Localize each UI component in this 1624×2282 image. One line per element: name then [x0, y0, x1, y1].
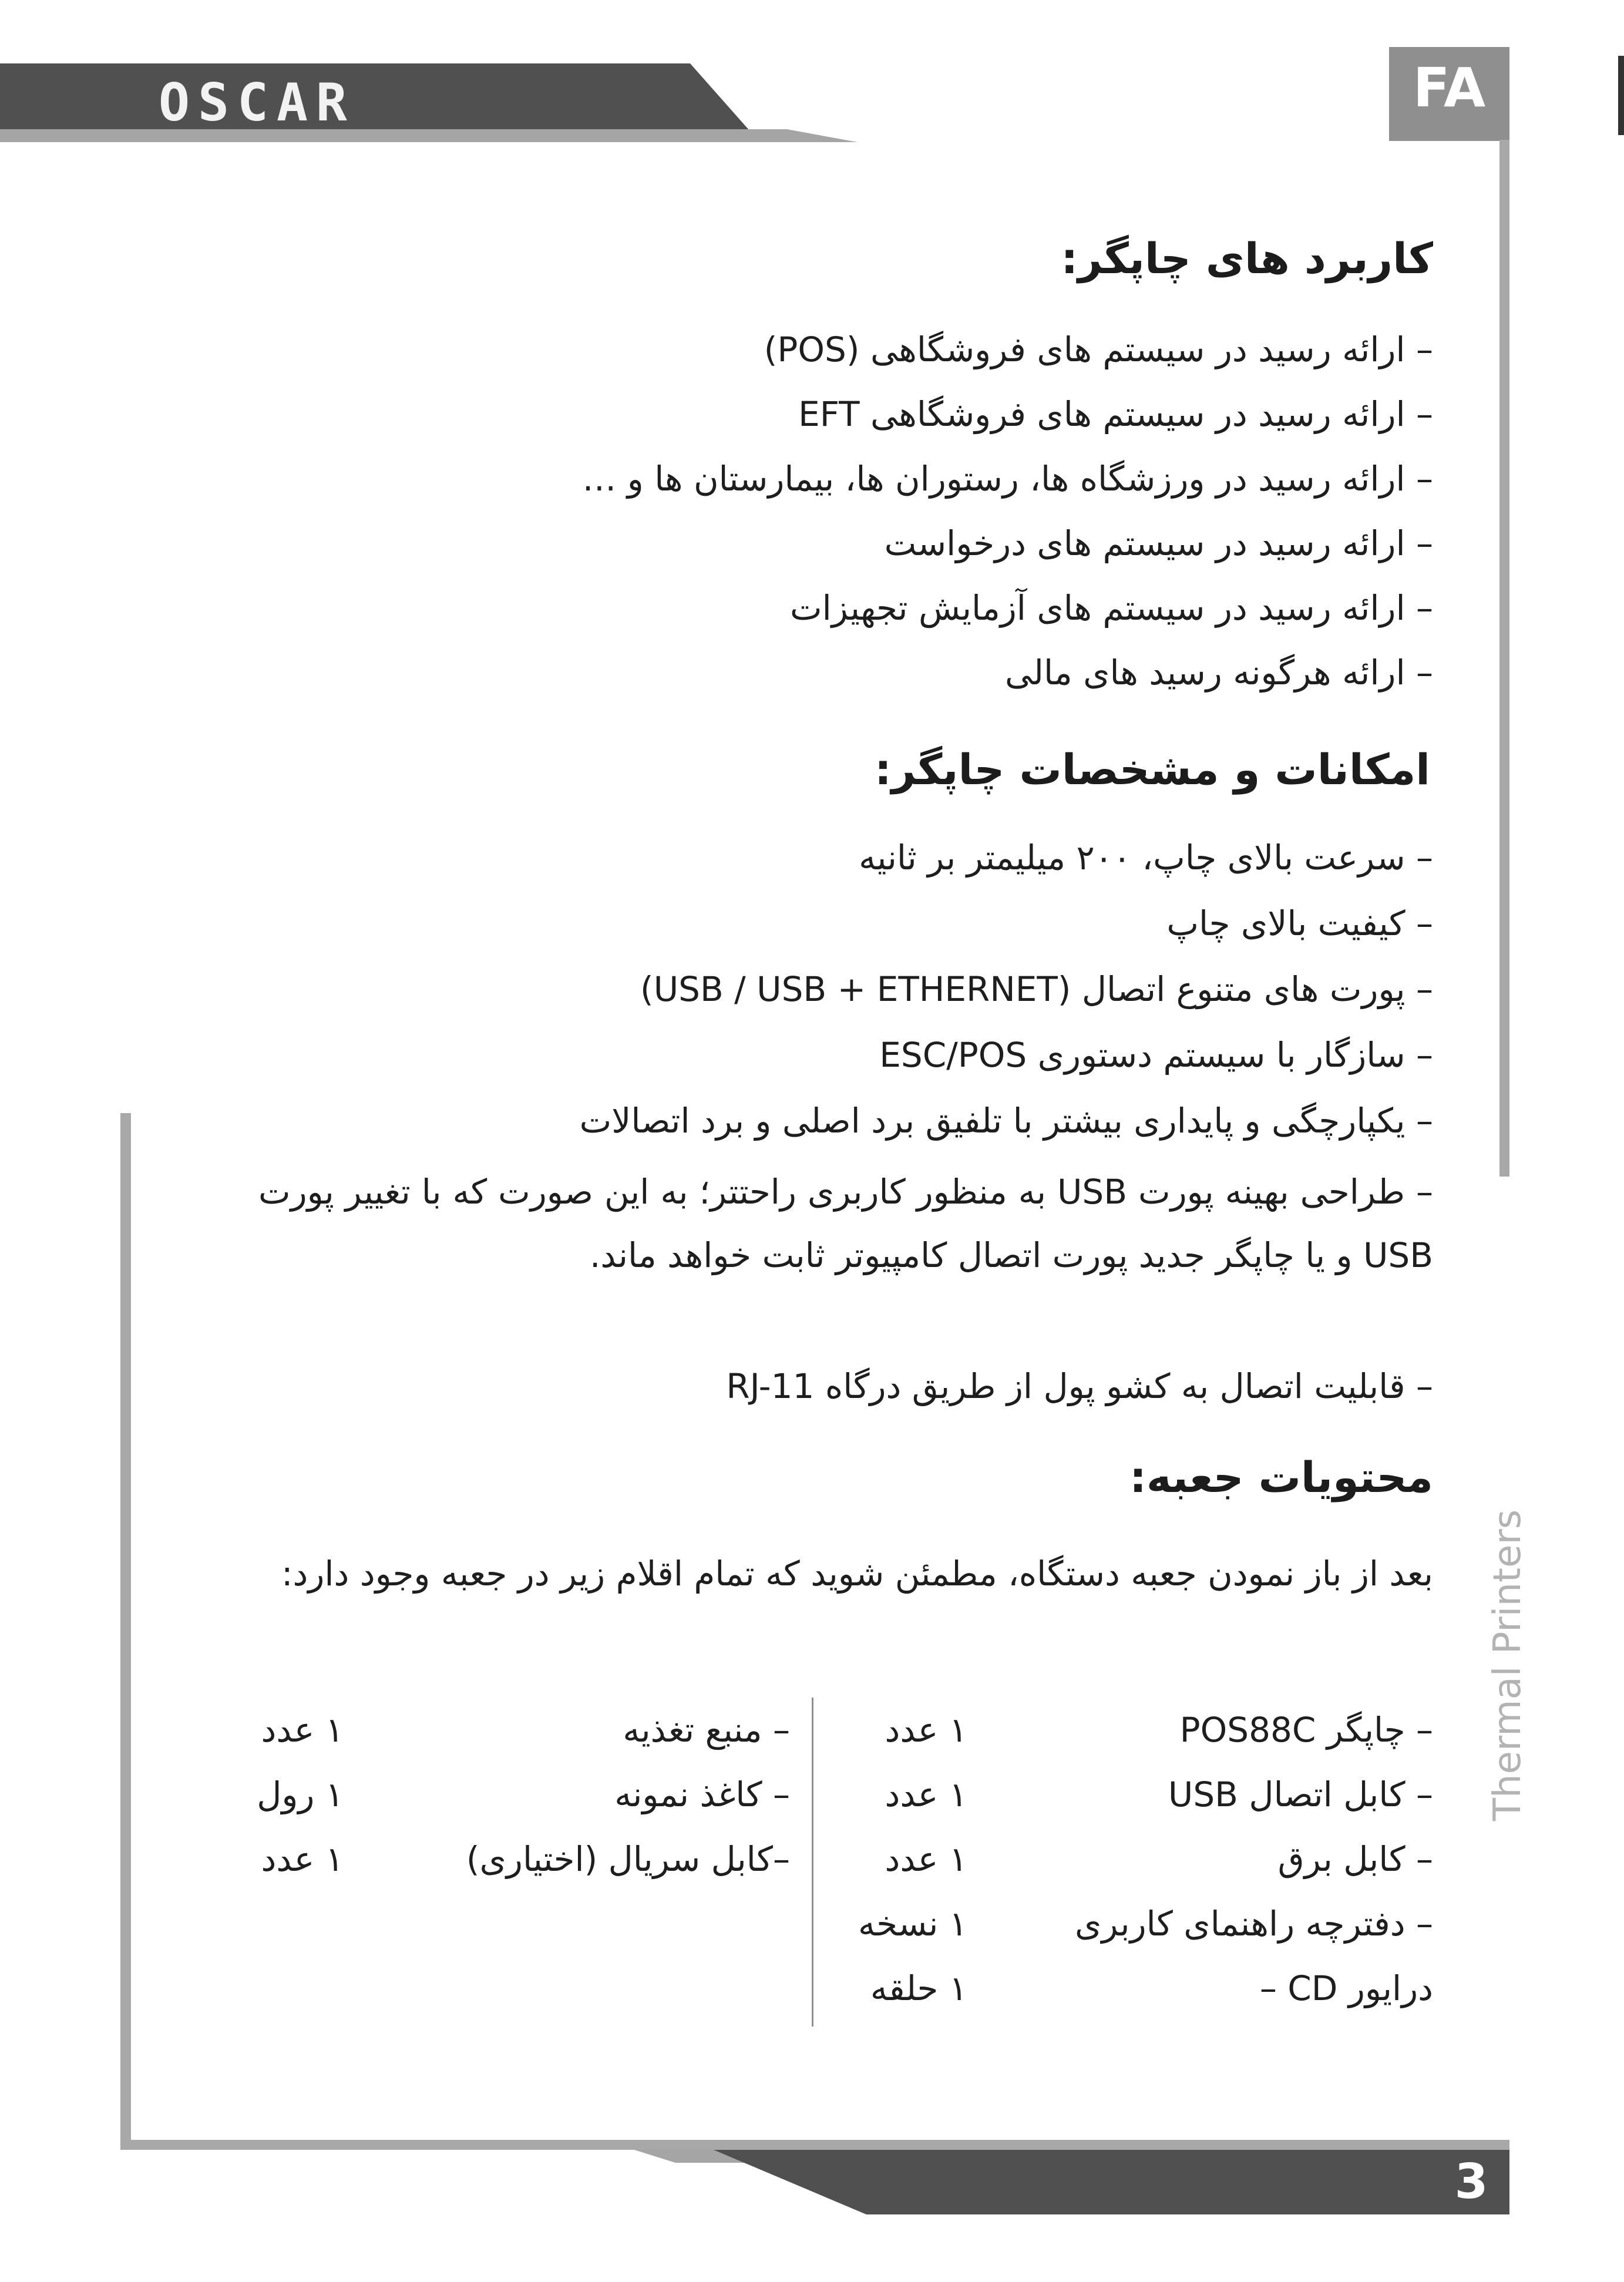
list-item: – سرعت بالای چاپ، ۲۰۰ میلیمتر بر ثانیه — [859, 838, 1433, 878]
applications-title: کاربرد های چاپگر: — [1061, 234, 1433, 283]
box-item-qty: ۱ عدد — [261, 1710, 344, 1750]
usb-port-feature: – طراحی بهینه پورت USB به منظور کاربری راحتتر؛ به این صورت که با تغییر پورت USB و یا چاپگر جدید پورت اتصال کامپیوتر ثابت خواهد ماند. — [258, 1172, 1433, 1275]
box-item-name: – چاپگر POS88C — [1179, 1710, 1433, 1750]
table-divider — [812, 1698, 813, 2026]
box-item-name: – کاغذ نمونه — [614, 1774, 790, 1814]
box-item-qty: ۱ عدد — [261, 1839, 344, 1879]
list-item: – یکپارچگی و پایداری بیشتر با تلفیق برد اصلی و برد اتصالات — [579, 1101, 1433, 1141]
page-number: 3 — [1454, 2154, 1488, 2210]
left-frame-rail — [120, 1113, 131, 2150]
box-item-qty: ۱ حلقه — [870, 1968, 967, 2008]
list-item: – ارائه رسید در سیستم های فروشگاهی EFT — [798, 394, 1433, 434]
header-stripe — [0, 129, 858, 142]
box-item-name: – کابل اتصال USB — [1168, 1774, 1433, 1814]
list-item: – ارائه رسید در ورزشگاه ها، رستوران ها، بیمارستان ها و … — [582, 459, 1433, 499]
box-contents-title: محتویات جعبه: — [1129, 1453, 1433, 1502]
header-bar — [0, 63, 758, 140]
box-item-name: –کابل سریال (اختیاری) — [466, 1839, 790, 1879]
box-item-name: – کابل برق — [1277, 1839, 1433, 1879]
features-list — [580, 834, 1433, 1163]
language-badge: FA — [1389, 47, 1509, 141]
bottom-frame-line — [120, 2140, 1509, 2150]
page-edge-mark — [1618, 56, 1624, 135]
box-item-qty: ۱ عدد — [885, 1774, 967, 1814]
right-frame-rail — [1499, 140, 1509, 1177]
list-item: – پورت های متنوع اتصال (USB / USB + ETHERNET) — [640, 969, 1433, 1009]
box-item-qty: ۱ عدد — [885, 1710, 967, 1750]
brand-logo: OSCAR — [159, 72, 355, 133]
list-item: – ارائه رسید در سیستم های درخواست — [884, 523, 1433, 563]
box-contents-intro: بعد از باز نمودن جعبه دستگاه، مطمئن شوید که تمام اقلام زیر در جعبه وجود دارد: — [281, 1554, 1433, 1594]
features-title: امکانات و مشخصات چاپگر: — [874, 745, 1430, 794]
cash-drawer-feature: – قابلیت اتصال به کشو پول از طریق درگاه RJ-11 — [726, 1366, 1433, 1406]
box-item-qty: ۱ نسخه — [858, 1904, 967, 1944]
applications-list — [582, 326, 1433, 714]
list-item: – ارائه رسید در سیستم های فروشگاهی (POS) — [764, 330, 1433, 369]
box-item-name: – CD درایور — [1259, 1968, 1433, 2008]
box-item-qty: ۱ رول — [257, 1774, 344, 1814]
list-item: – ارائه هرگونه رسید های مالی — [1004, 653, 1433, 693]
list-item: – سازگار با سیستم دستوری ESC/POS — [879, 1035, 1433, 1075]
box-item-name: – منبع تغذیه — [623, 1710, 790, 1750]
list-item: – کیفیت بالای چاپ — [1166, 903, 1433, 943]
box-item-qty: ۱ عدد — [885, 1839, 967, 1879]
list-item: – ارائه رسید در سیستم های آزمایش تجهیزات — [789, 588, 1433, 628]
box-item-name: – دفترچه راهنمای کاربری — [1075, 1904, 1433, 1944]
footer-bar — [714, 2150, 1509, 2214]
